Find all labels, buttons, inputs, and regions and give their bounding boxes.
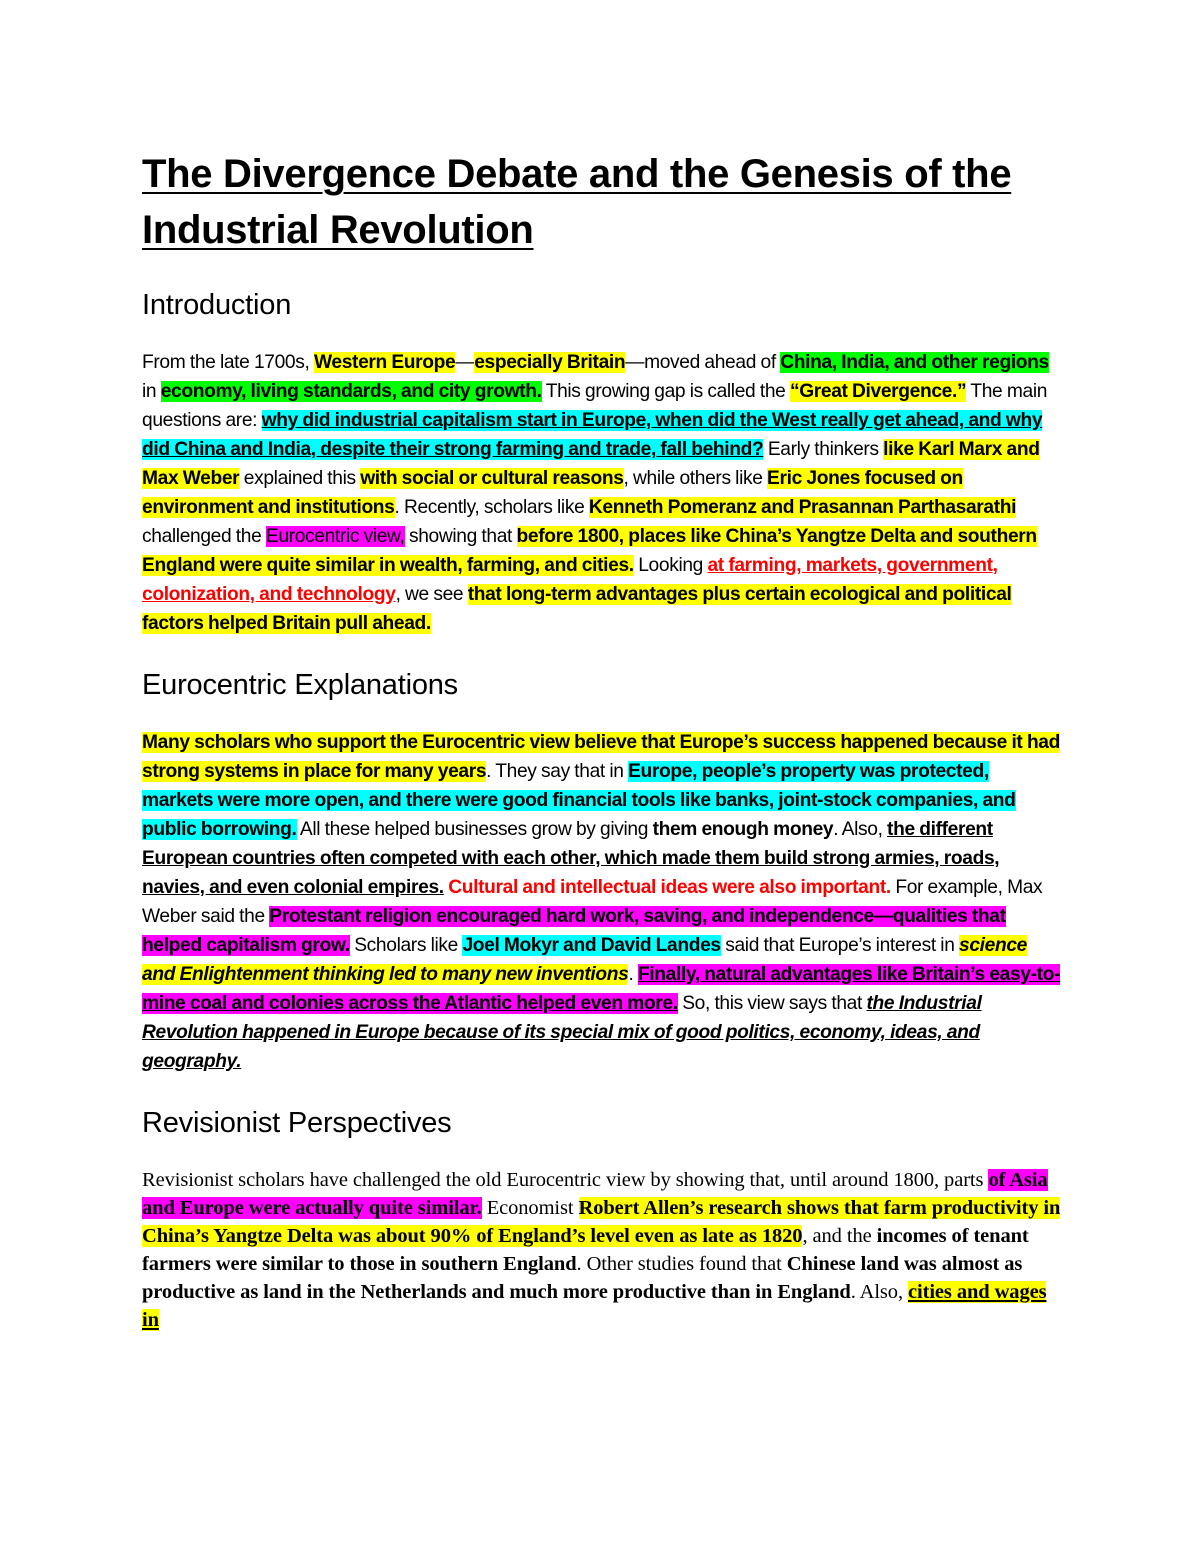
document-body bbox=[142, 146, 1062, 1334]
text-run: . Also, bbox=[850, 1281, 908, 1303]
text-run: with social or cultural reasons bbox=[360, 468, 624, 489]
text-run: especially Britain bbox=[474, 352, 626, 373]
text-run: All these helped businesses grow by giving bbox=[296, 819, 653, 840]
text-run: . They say that in bbox=[486, 761, 629, 782]
text-run: . Recently, scholars like bbox=[394, 497, 589, 518]
text-run: Eurocentric view, bbox=[265, 526, 405, 547]
introduction-paragraph bbox=[142, 348, 1062, 638]
text-run: explained this bbox=[239, 468, 361, 489]
revisionist-paragraph bbox=[142, 1166, 1062, 1334]
text-run: of Asia and Europe were actually quite similar. bbox=[142, 1169, 1048, 1219]
text-run: Revisionist scholars have challenged the old Eurocentric view by showing that, until around 1800, parts bbox=[142, 1169, 989, 1191]
text-run: the different European countries often competed with each other, which made them build strong armies, roads, navies, and even colonial empires. bbox=[142, 819, 1000, 898]
text-run: incomes of tenant farmers were similar to those in southern England bbox=[142, 1225, 1029, 1275]
text-run: Joel Mokyr and David Landes bbox=[462, 935, 721, 956]
eurocentric-paragraph bbox=[142, 728, 1062, 1076]
text-run: , we see bbox=[395, 584, 468, 605]
text-run: Protestant religion encouraged hard work, saving, and independence—qualities that helped capitalism grow. bbox=[142, 906, 1006, 956]
text-run: . bbox=[628, 964, 638, 985]
text-run: From the late 1700s, bbox=[142, 352, 314, 373]
text-run: that long-term advantages plus certain ecological and political factors helped Britain pull ahead. bbox=[142, 584, 1012, 634]
text-run: like Karl Marx and Max Weber bbox=[142, 439, 1040, 489]
text-run: them enough money bbox=[652, 819, 834, 840]
text-run: Looking bbox=[633, 555, 708, 576]
text-run: The main questions are: bbox=[142, 381, 1048, 431]
text-run: Finally, natural advantages like Britain’s easy-to-mine coal and colonies across the Atlantic helped even more. bbox=[142, 964, 1061, 1014]
text-run: economy, living standards, and city growth. bbox=[160, 381, 542, 402]
text-run: challenged the bbox=[142, 526, 266, 547]
text-run: showing that bbox=[404, 526, 517, 547]
text-run: why did industrial capitalism start in Europe, when did the West really get ahead, and why did China and India, despite their strong farming and trade, fall behind? bbox=[142, 410, 1043, 460]
text-run: — bbox=[455, 352, 475, 373]
text-run: said that Europe’s interest in bbox=[720, 935, 959, 956]
text-run: . Also, bbox=[833, 819, 888, 840]
text-run: So, this view says that bbox=[677, 993, 867, 1014]
text-run: the Industrial Revolution happened in Europe because of its special mix of good politics, economy, ideas, and geography. bbox=[142, 993, 982, 1072]
text-run: —moved ahead of bbox=[625, 352, 781, 373]
section-heading-revisionist: Revisionist Perspectives bbox=[142, 1107, 452, 1139]
text-run: in bbox=[142, 381, 161, 402]
text-run: Western Europe bbox=[313, 352, 456, 373]
text-run: , and the bbox=[802, 1225, 877, 1247]
text-run: Early thinkers bbox=[763, 439, 884, 460]
document-title: The Divergence Debate and the Genesis of the Industrial Revolution bbox=[142, 152, 1012, 252]
text-run: Chinese land was almost as productive as land in the Netherlands and much more productive than in England bbox=[142, 1253, 1023, 1303]
text-run: Europe, people’s property was protected, markets were more open, and there were good financial tools like banks, joint-stock companies, and public borrowing. bbox=[142, 761, 1016, 840]
text-run: before 1800, places like China’s Yangtze Delta and southern England were quite similar in wealth, farming, and cities. bbox=[142, 526, 1037, 576]
text-run: Cultural and intellectual ideas were also important. bbox=[448, 877, 891, 898]
text-run: Economist bbox=[481, 1197, 579, 1219]
text-run: “Great Divergence.” bbox=[789, 381, 967, 402]
section-heading-introduction: Introduction bbox=[142, 289, 292, 321]
section-heading-eurocentric: Eurocentric Explanations bbox=[142, 669, 458, 701]
text-run: For example, Max Weber said the bbox=[142, 877, 1043, 927]
text-run: . Other studies found that bbox=[576, 1253, 787, 1275]
text-run: Many scholars who support the Eurocentric view believe that Europe’s success happened because it had strong systems in place for many years bbox=[142, 732, 1061, 782]
text-run: cities and wages in bbox=[142, 1281, 1047, 1331]
text-run: at farming, markets, government, colonization, and technology bbox=[142, 555, 998, 605]
text-run: science and Enlightenment thinking led to many new inventions bbox=[142, 935, 1027, 985]
text-run: China, India, and other regions bbox=[780, 352, 1049, 373]
text-run: Scholars like bbox=[349, 935, 463, 956]
text-run: This growing gap is called the bbox=[541, 381, 790, 402]
text-run: Kenneth Pomeranz and Prasannan Parthasarathi bbox=[588, 497, 1017, 518]
text-run: Eric Jones focused on environment and institutions bbox=[142, 468, 963, 518]
text-run: Robert Allen’s research shows that farm productivity in China’s Yangtze Delta was about 90% of England’s level even as late as 1820 bbox=[142, 1197, 1061, 1247]
text-run: , while others like bbox=[623, 468, 768, 489]
